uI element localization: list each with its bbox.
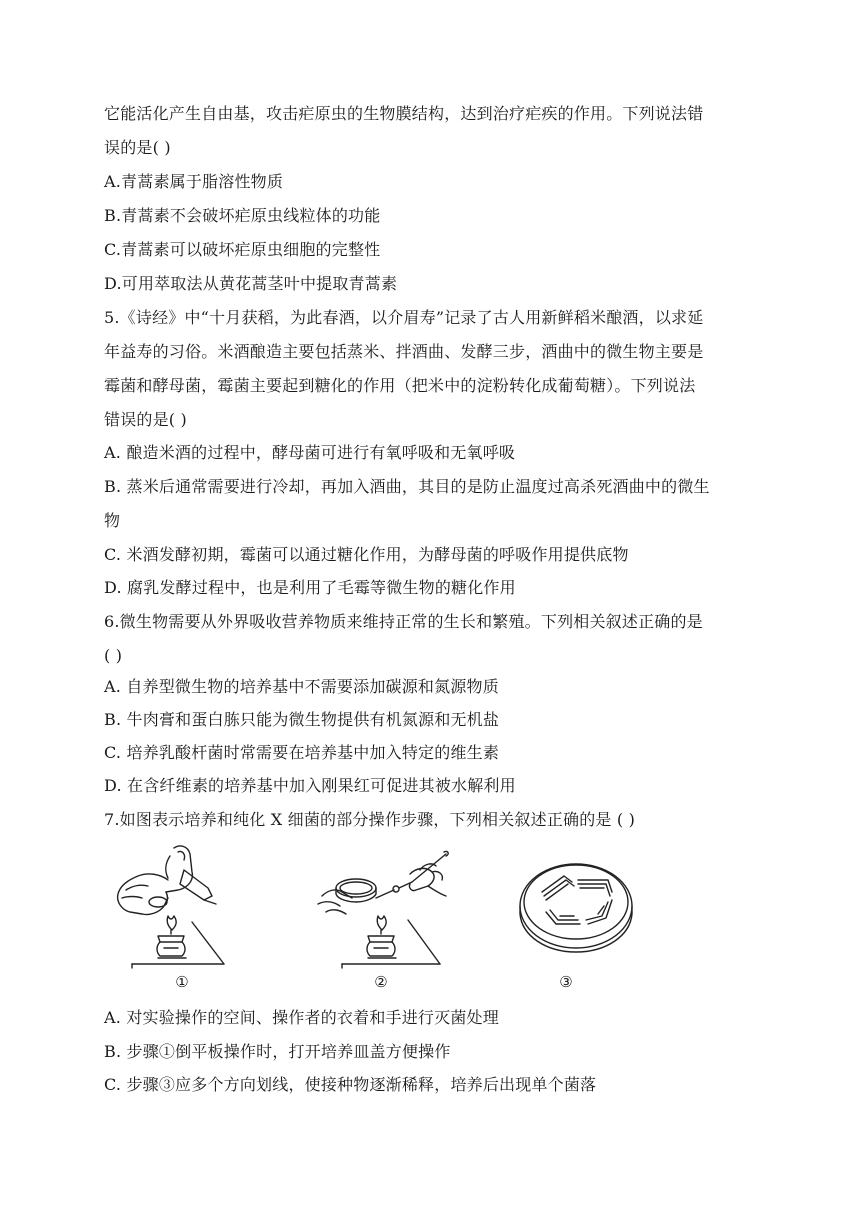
q5-option-a: A. 酿造米酒的过程中，酵母菌可进行有氧呼吸和无氧呼吸 <box>104 443 516 462</box>
q5-stem-line-1: 5.《诗经》中“十月获稻，为此春酒，以介眉寿”记录了古人用新鲜稻米酿酒，以求延 <box>104 308 704 327</box>
q7-option-b: B. 步骤①倒平板操作时，打开培养皿盖方便操作 <box>104 1042 451 1061</box>
q6-stem-line-1: 6.微生物需要从外界吸收营养物质来维持正常的生长和繁殖。下列相关叙述正确的是 <box>104 612 703 631</box>
q5-stem-line-2: 年益寿的习俗。米酒酿造主要包括蒸米、拌酒曲、发酵三步，酒曲中的微生物主要是 <box>104 342 704 361</box>
q5-stem-line-3: 霉菌和酵母菌，霉菌主要起到糖化的作用（把米中的淀粉转化成葡萄糖）。下列说法 <box>104 376 696 395</box>
q4-option-c: C.青蒿素可以破坏疟原虫细胞的完整性 <box>104 240 381 259</box>
q4-stem-line-1: 它能活化产生自由基，攻击疟原虫的生物膜结构，达到治疗疟疾的作用。下列说法错 <box>104 104 704 123</box>
streak-plate-illustration <box>516 840 640 991</box>
q5-option-d: D. 腐乳发酵过程中，也是利用了毛霉等微生物的糖化作用 <box>104 578 516 597</box>
q4-option-b: B.青蒿素不会破坏疟原虫线粒体的功能 <box>104 206 381 225</box>
q7-figure <box>104 840 664 992</box>
q7-stem: 7.如图表示培养和纯化 X 细菌的部分操作步骤，下列相关叙述正确的是 ( ) <box>104 810 636 829</box>
figure-label-1: ① <box>175 973 189 991</box>
q5-option-b-line-1: B. 蒸米后通常需要进行冷却，再加入酒曲，其目的是防止温度过高杀死酒曲中的微生 <box>104 477 710 496</box>
inoculating-loop-illustration <box>316 840 456 991</box>
q5-stem-line-4: 错误的是( ) <box>104 410 187 429</box>
q5-option-b-line-2: 物 <box>104 511 121 530</box>
q5-option-c: C. 米酒发酵初期，霉菌可以通过糖化作用，为酵母菌的呼吸作用提供底物 <box>104 545 629 564</box>
q6-option-c: C. 培养乳酸杆菌时常需要在培养基中加入特定的维生素 <box>104 743 500 762</box>
q6-option-d: D. 在含纤维素的培养基中加入刚果红可促进其被水解利用 <box>104 776 516 795</box>
q7-option-a: A. 对实验操作的空间、操作者的衣着和手进行灭菌处理 <box>104 1008 499 1027</box>
figure-label-2: ② <box>374 973 388 991</box>
q7-option-c: C. 步骤③应多个方向划线，使接种物逐渐稀释，培养后出现单个菌落 <box>104 1075 597 1094</box>
q6-option-b: B. 牛肉膏和蛋白胨只能为微生物提供有机氮源和无机盐 <box>104 710 500 729</box>
figure-label-3: ③ <box>559 973 573 991</box>
q6-stem-line-2: ( ) <box>104 646 123 665</box>
pour-plate-illustration <box>108 840 228 991</box>
q4-stem-line-2: 误的是( ) <box>104 138 171 157</box>
q4-option-d: D.可用萃取法从黄花蒿茎叶中提取青蒿素 <box>104 274 398 293</box>
q6-option-a: A. 自养型微生物的培养基中不需要添加碳源和氮源物质 <box>104 677 499 696</box>
q4-option-a: A.青蒿素属于脂溶性物质 <box>104 172 284 191</box>
